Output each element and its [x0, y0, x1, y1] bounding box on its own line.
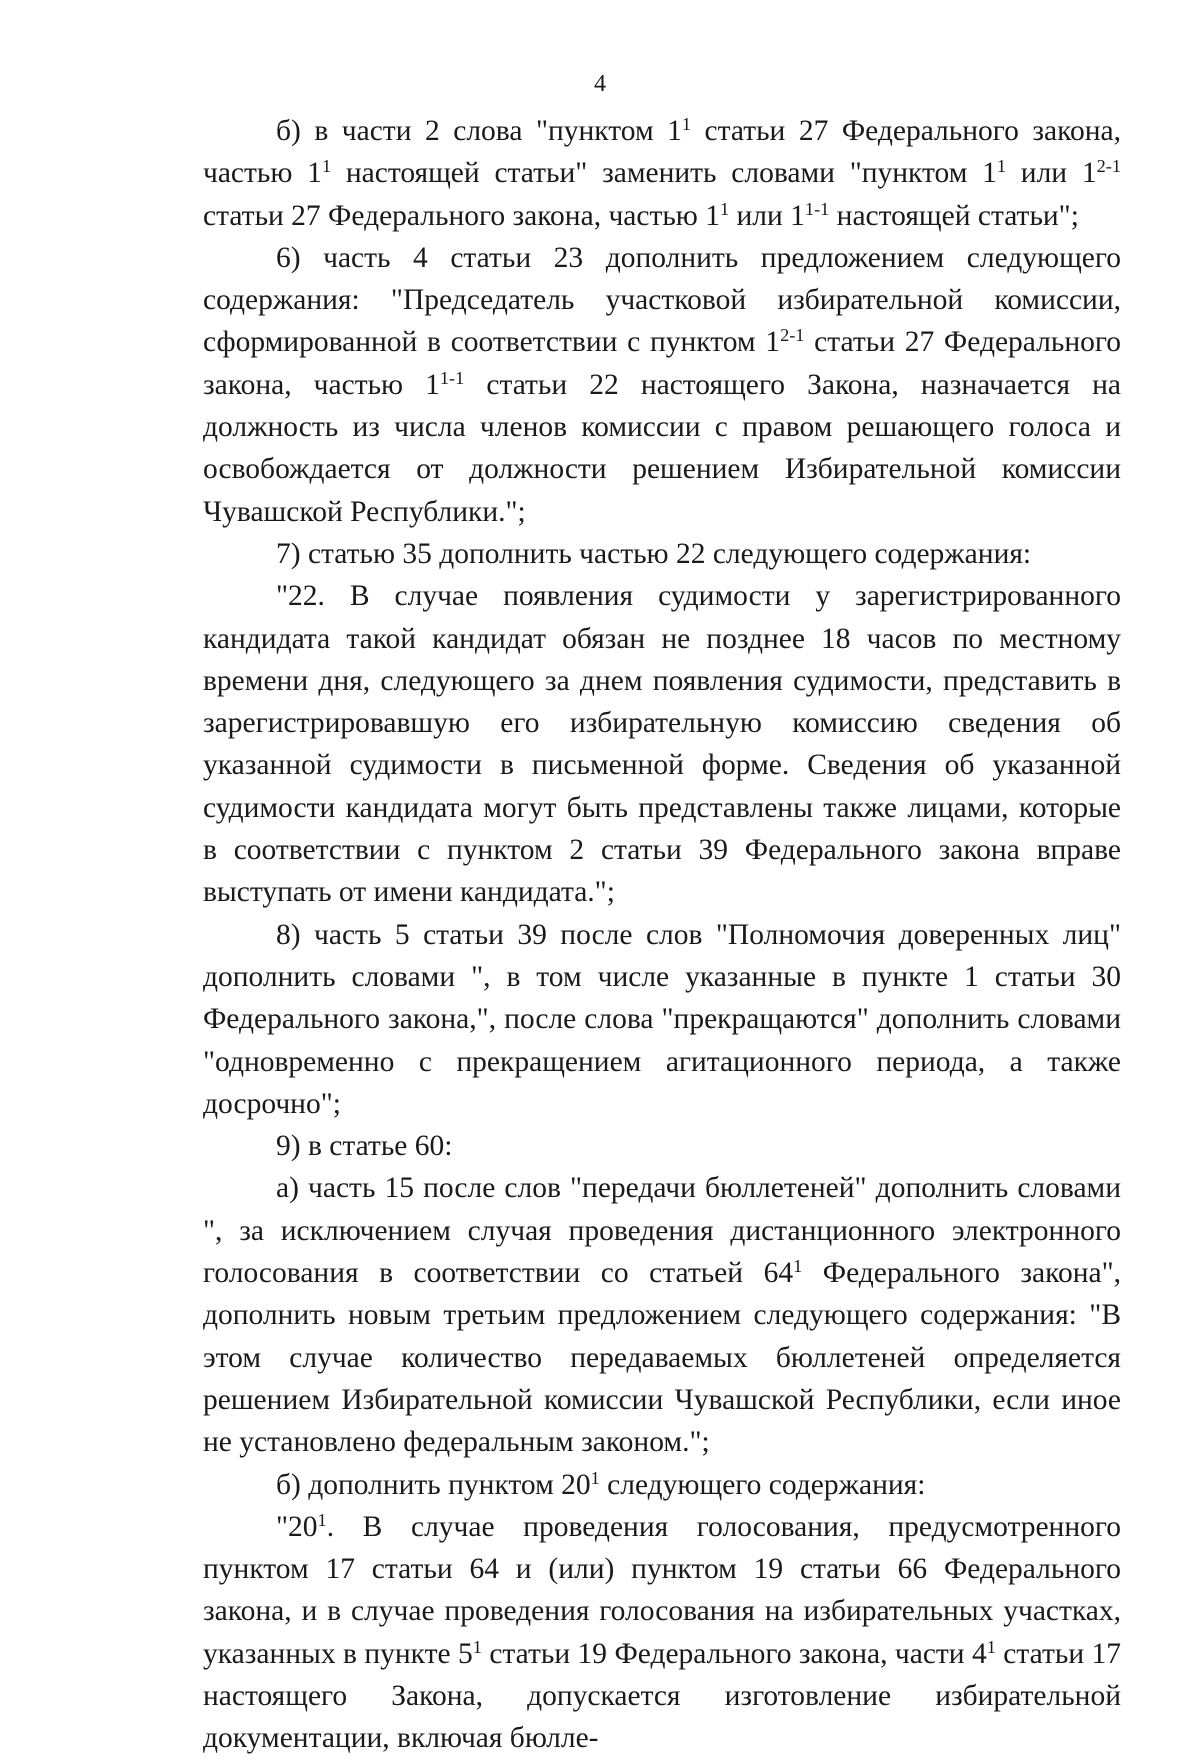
paragraph — [203, 1125, 1121, 1167]
text-run: настоящей статьи" заменить словами "пунктом 1 — [331, 157, 997, 190]
superscript-index: 1 — [986, 1636, 996, 1657]
superscript-index: 1 — [996, 156, 1007, 177]
superscript-index: 1 — [793, 1255, 803, 1276]
superscript-index: 1 — [590, 1467, 600, 1488]
paragraph — [203, 110, 1121, 237]
text-run: статьи 27 Федерального закона, частью 1 — [203, 115, 1121, 190]
superscript-index: 1 — [317, 1509, 327, 1530]
text-run: следующего содержания: — [599, 1468, 926, 1501]
text-run: . В случае проведения голосования, предусмотренного пунктом 17 статьи 64 и (или) пунктом 19 статьи 66 Федерального закона, и в случае проведения голосования на избирательных участках, указанных в пункте 5 — [203, 1510, 1121, 1670]
text-run: статьи 17 настоящего Закона, допускается изготовление избирательной документации, включая бюлле- — [203, 1637, 1122, 1755]
superscript-index: 1 — [681, 113, 692, 134]
paragraph — [203, 533, 1121, 575]
document-body — [203, 110, 1121, 1760]
paragraph — [203, 1167, 1121, 1463]
paragraph — [203, 1506, 1121, 1760]
superscript-index: 2-1 — [780, 325, 805, 346]
text-run: б) в части 2 слова "пунктом 1 — [276, 115, 682, 147]
text-run: статьи 27 Федерального закона, частью 1 — [203, 326, 1121, 401]
text-run: 9) в статье 60: — [276, 1130, 453, 1163]
text-run: статьи 27 Федерального закона, частью 1 — [203, 199, 720, 232]
text-run: "22. В случае появления судимости у зарегистрированного кандидата такой кандидат обязан не позднее 18 часов по местному времени дня, следующего за днем появления судимости, представить в зарегистрировавшую его избирательную комиссию сведения об указанной судимости в письменной форме. Сведения об указанной судимости кандидата могут быть представлены также лицами, которые в соответствии с пунктом 2 статьи 39 Федерального закона вправе выступать от имени кандидата."; — [203, 580, 1121, 909]
text-run: 8) часть 5 статьи 39 после слов "Полномочия доверенных лиц" дополнить словами ", в том числе указанные в пункте 1 статьи 30 Федерального закона,", после слова "прекращаются" дополнить словами "одновременно с прекращением агитационного периода, а также досрочно"; — [203, 918, 1121, 1120]
page-number: 4 — [594, 71, 606, 97]
text-run: а) часть 15 после слов "передачи бюллетеней" дополнить словами ", за исключением случая проведения дистанционного электронного голосования в соответствии со статьей 64 — [203, 1172, 1121, 1290]
superscript-index: 1-1 — [439, 367, 465, 388]
paragraph — [203, 914, 1121, 1125]
superscript-index: 1-1 — [804, 198, 830, 219]
superscript-index: 2-1 — [1096, 156, 1121, 177]
paragraph — [203, 575, 1121, 913]
text-run: Федерального закона", дополнить новым третьим предложением следующего содержания: "В этом случае количество передаваемых бюллетеней определяется решением Избирательной комиссии Чувашской Республики, если иное не установлено федеральным законом."; — [203, 1257, 1121, 1459]
text-run: или 1 — [1006, 157, 1097, 190]
superscript-index: 1 — [321, 156, 332, 177]
text-run: б) дополнить пунктом 20 — [276, 1468, 591, 1501]
text-run: статьи 22 настоящего Закона, назначается на должность из числа членов комиссии с правом решающего голоса и освобождается от должности решением Избирательной комиссии Чувашской Республики."; — [203, 368, 1121, 528]
superscript-index: 1 — [719, 198, 730, 219]
paragraph — [203, 1464, 1121, 1506]
text-run: 7) статью 35 дополнить частью 22 следующего содержания: — [276, 537, 1032, 570]
text-run: 6) часть 4 статьи 23 дополнить предложением следующего содержания: "Председатель участковой избирательной комиссии, сформированной в соответствии с пунктом 1 — [203, 241, 1121, 359]
superscript-index: 1 — [472, 1636, 482, 1657]
text-run: или 1 — [729, 199, 805, 232]
paragraph — [203, 237, 1121, 533]
text-run: настоящей статьи"; — [829, 199, 1079, 232]
text-run: статьи 19 Федерального закона, части 4 — [481, 1637, 987, 1670]
text-run: "20 — [276, 1510, 318, 1543]
